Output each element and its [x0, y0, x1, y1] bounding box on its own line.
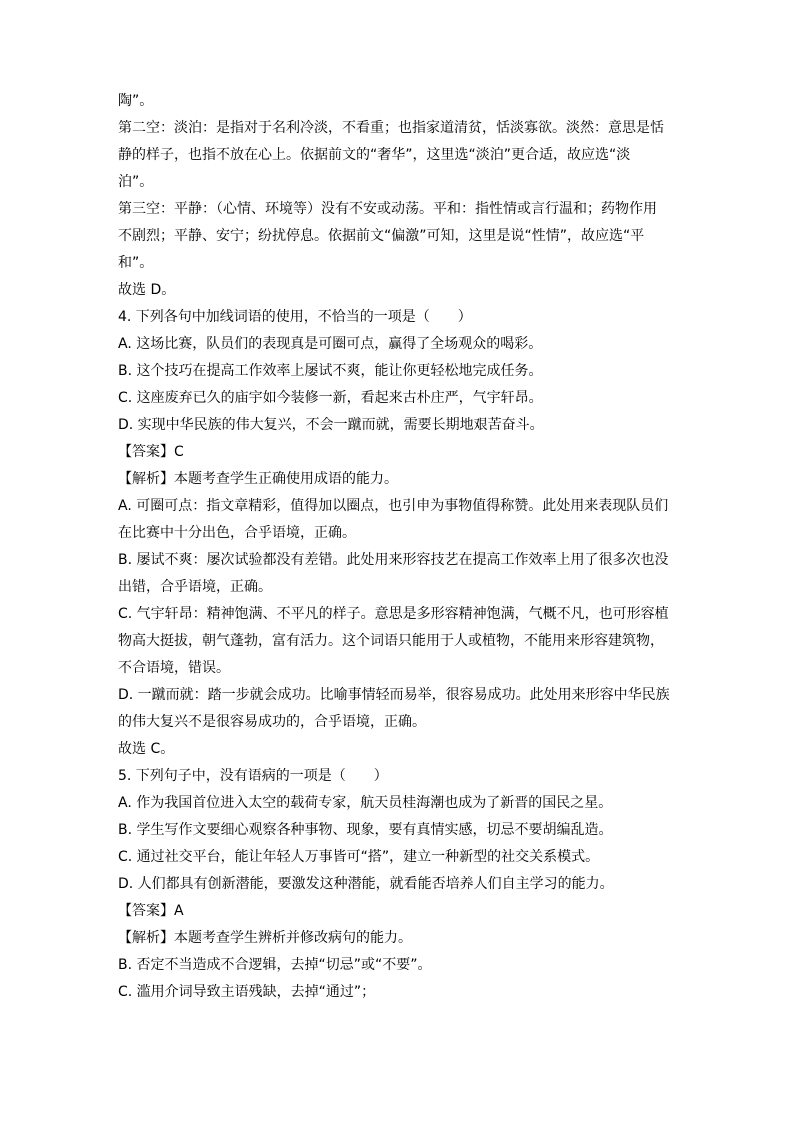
text-line: D. 一蹴而就：踏一步就会成功。比喻事情轻而易举，很容易成功。此处用来形容中华民族 [118, 687, 670, 703]
question-5-analysis: 【解析】本题考查学生辨析并修改病句的能力。 [118, 930, 412, 946]
question-5-option-c: C. 通过社交平台，能让年轻人万事皆可“搭”，建立一种新型的社交关系模式。 [118, 849, 600, 865]
text-line: 故选 D。 [118, 282, 176, 298]
text-line: C. 气宇轩昂：精神饱满、不平凡的样子。意思是多形容精神饱满，气概不凡，也可形容植 [118, 606, 669, 622]
question-4-stem: 4. 下列各句中加线词语的使用，不恰当的一项是（ ） [118, 309, 472, 325]
question-5-option-d: D. 人们都具有创新潜能，要激发这种潜能，就看能否培养人们自主学习的能力。 [118, 876, 614, 892]
question-4-analysis: 【解析】本题考查学生正确使用成语的能力。 [118, 471, 398, 487]
text-line: A. 可圈可点：指文章精彩，值得加以圈点，也引申为事物值得称赞。此处用来表现队员们 [118, 498, 669, 514]
text-line: C. 滥用介词导致主语残缺，去掉“通过”； [118, 984, 376, 1000]
text-line: 不合语境，错误。 [118, 660, 230, 676]
text-line: B. 屡试不爽：屡次试验都没有差错。此处用来形容技艺在提高工作效率上用了很多次也没 [118, 552, 669, 568]
question-5-stem: 5. 下列句子中，没有语病的一项是（ ） [118, 768, 388, 784]
question-4-option-d: D. 实现中华民族的伟大复兴，不会一蹴而就，需要长期地艰苦奋斗。 [118, 417, 544, 433]
text-line: 故选 C。 [118, 741, 175, 757]
question-5-option-b: B. 学生写作文要细心观察各种事物、现象，要有真情实感，切忌不要胡编乱造。 [118, 822, 613, 838]
question-4-option-b: B. 这个技巧在提高工作效率上屡试不爽，能让你更轻松地完成任务。 [118, 363, 543, 379]
text-line: 的伟大复兴不是很容易成功的，合乎语境，正确。 [118, 714, 426, 730]
text-line: 第二空：淡泊：是指对于名利冷淡，不看重；也指家道清贫，恬淡寡欲。淡然：意思是恬 [118, 120, 664, 136]
text-line: 不剧烈；平静、安宁；纷扰停息。依据前文“偏激”可知，这里是说“性情”，故应选“平 [118, 228, 645, 244]
text-line: 在比赛中十分出色，合乎语境，正确。 [118, 525, 356, 541]
document-page [118, 88, 678, 1006]
text-line: 泊”。 [118, 174, 154, 190]
question-5-answer: 【答案】A [118, 903, 184, 919]
question-5-option-a: A. 作为我国首位进入太空的载荷专家，航天员桂海潮也成为了新晋的国民之星。 [118, 795, 613, 811]
text-line: 第三空：平静：（心情、环境等）没有不安或动荡。平和：指性情或言行温和；药物作用 [118, 201, 657, 217]
text-line: 静的样子，也指不放在心上。依据前文的“奢华”，这里选“淡泊”更合适，故应选“淡 [118, 147, 631, 163]
text-line: 出错，合乎语境，正确。 [118, 579, 272, 595]
question-4-answer: 【答案】C [118, 444, 184, 460]
question-4-option-a: A. 这场比赛，队员们的表现真是可圈可点，赢得了全场观众的喝彩。 [118, 336, 543, 352]
text-line: B. 否定不当造成不合逻辑，去掉“切忌”或“不要”。 [118, 957, 432, 973]
text-line: 和”。 [118, 255, 154, 271]
text-line: 陶”。 [118, 93, 154, 109]
text-line: 物高大挺拔，朝气蓬勃，富有活力。这个词语只能用于人或植物，不能用来形容建筑物， [118, 633, 664, 649]
question-4-option-c: C. 这座废弃已久的庙宇如今装修一新，看起来古朴庄严，气宇轩昂。 [118, 390, 543, 406]
